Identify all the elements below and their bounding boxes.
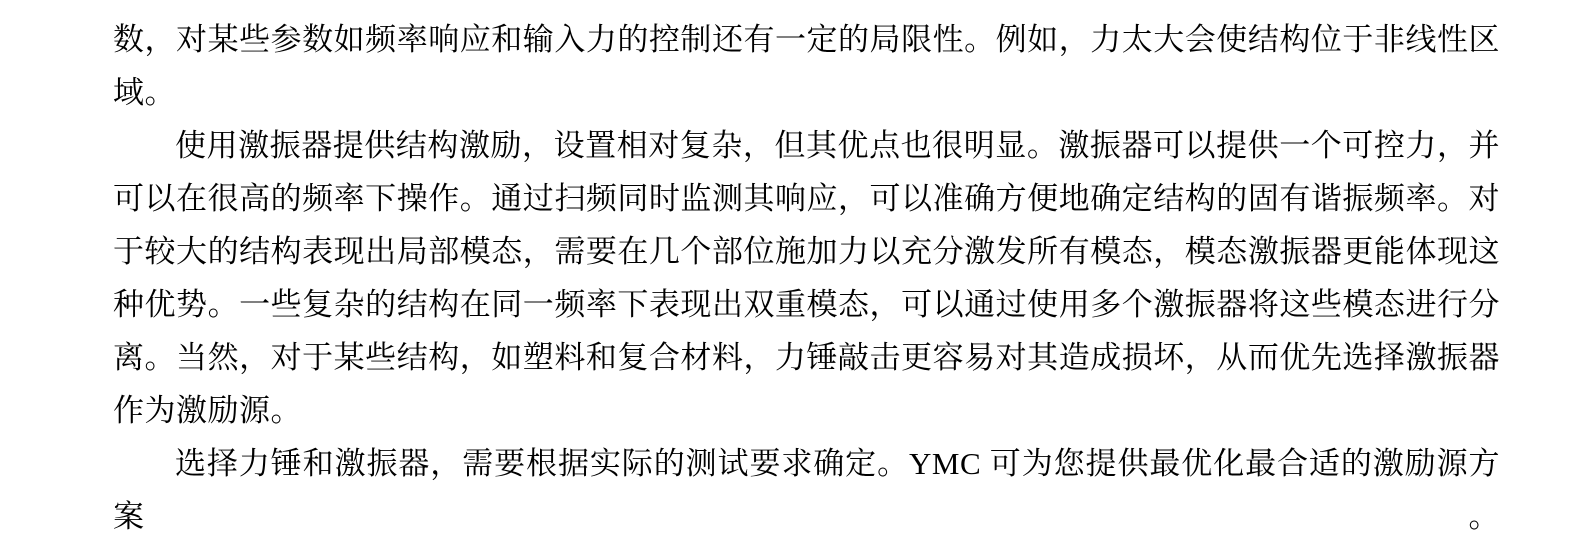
text-line: 作为激励源。	[113, 393, 302, 428]
text-line: 于较大的结构表现出局部模态，需要在几个部位施加力以充分激发所有模态，模态激振器更能体现这	[113, 234, 1500, 269]
paragraph	[113, 13, 1500, 119]
document-text-block	[113, 13, 1500, 543]
text-line: 种优势。一些复杂的结构在同一频率下表现出双重模态，可以通过使用多个激振器将这些模态进行分	[113, 287, 1500, 322]
paragraph	[113, 119, 1500, 437]
text-line: 可以在很高的频率下操作。通过扫频同时监测其响应，可以准确方便地确定结构的固有谐振频率。对	[113, 181, 1500, 216]
text-line: 域。	[113, 75, 176, 110]
paragraph	[113, 437, 1500, 543]
text-line: 离。当然，对于某些结构，如塑料和复合材料，力锤敲击更容易对其造成损坏，从而优先选择激振器	[113, 340, 1500, 375]
text-line: 数，对某些参数如频率响应和输入力的控制还有一定的局限性。例如，力太大会使结构位于非线性区	[113, 22, 1500, 57]
text-line: 选择力锤和激振器，需要根据实际的测试要求确定。YMC 可为您提供最优化最合适的激励源方案。	[113, 446, 1500, 534]
text-line: 使用激振器提供结构激励，设置相对复杂，但其优点也很明显。激振器可以提供一个可控力，并	[175, 128, 1500, 163]
